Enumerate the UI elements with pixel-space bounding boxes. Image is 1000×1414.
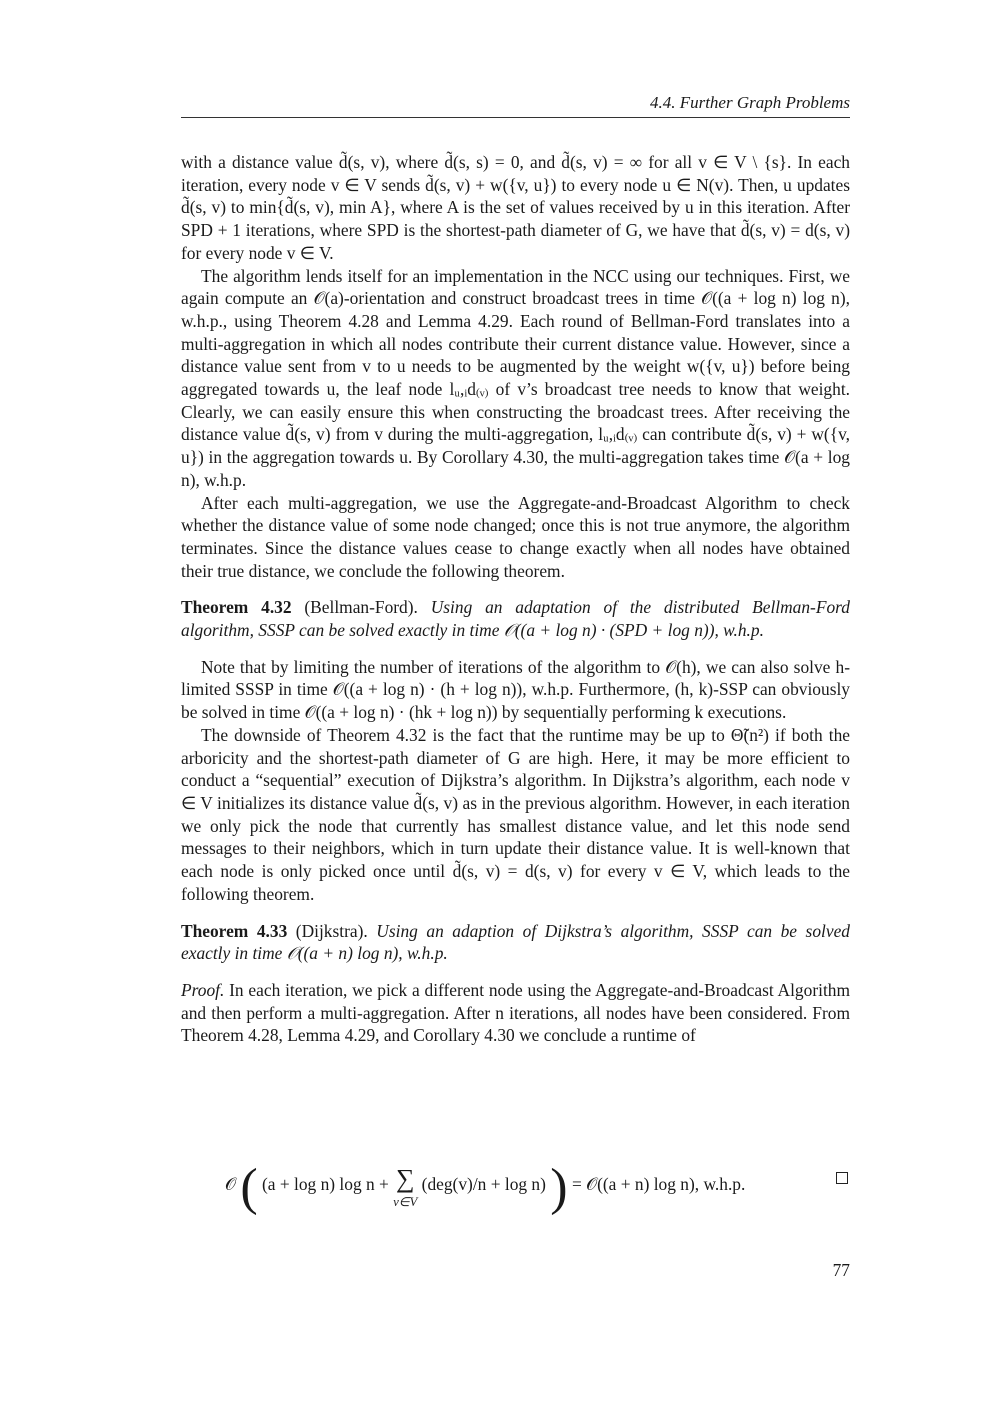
paragraph-bellman-ford-intro: with a distance value d̃(s, v), where d̃(s, s) = 0, and d̃(s, v) = ∞ for all v ∈ V \ {s}. In each iteration, every node v ∈ V sends d̃(s, v) + w({v, u}) to every node u ∈ N(v). Then, u updates d̃(s, v) to min{d̃(s, v), min A}, where A is the set of values received by u in this iteration. After SPD + 1 iterations, where SPD is the shortest-path diameter of G, we have that d̃(s, v) = d(s, v) for every node v ∈ V. (181, 152, 850, 263)
right-paren-icon: ) (550, 1159, 568, 1216)
equation-rhs: = 𝒪((a + n) log n), w.h.p. (571, 1174, 746, 1194)
proof-text: In each iteration, we pick a different node using the Aggregate-and-Broadcast Algorithm and then perform a multi-aggregation. After n iterations, all nodes have been considered. From Theorem 4.28, Lemma 4.29, and Corollary 4.30 we conclude a runtime of (181, 979, 850, 1046)
sum-index: v∈V (393, 1195, 418, 1209)
equation-body (225, 1159, 746, 1216)
theorem-statement: Using an adaption of Dijkstra’s algorithm, SSSP can be solved exactly in time 𝒪((a + n) log n), w.h.p. (181, 920, 850, 964)
running-header: 4.4. Further Graph Problems (649, 93, 850, 112)
theorem-label: Theorem 4.33 (181, 920, 288, 941)
proof-label: Proof. (181, 979, 225, 1000)
theorem-4-32 (181, 596, 850, 641)
paragraph-termination: After each multi-aggregation, we use the Aggregate-and-Broadcast Algorithm to check whether the distance value of some node changed; once this is not true anymore, the algorithm terminates. Since the distance values cease to change exactly when all nodes have obtained their true distance, we conclude the following theorem. (181, 492, 850, 581)
paragraph-ncc-implementation: The algorithm lends itself for an implementation in the NCC using our techniques. First, we again compute an 𝒪(a)-orientation and construct broadcast trees in time 𝒪((a + log n) log n), w.h.p., using Theorem 4.28 and Lemma 4.29. Each round of Bellman-Ford translates into a multi-aggregation in which all nodes contribute their current distance value. However, since a distance value sent from v to u needs to be augmented by the weight w({v, u}) before being aggregated towards u, the leaf node lᵤ,ᵢd₍ᵥ₎ of v’s broadcast tree needs to know that weight. Clearly, we can easily ensure this when constructing the broadcast trees. After receiving the distance value d̃(s, v) from v during the multi-aggregation, lᵤ,ᵢd₍ᵥ₎ can contribute d̃(s, v) + w({v, u}) in the aggregation towards u. By Corollary 4.30, the multi-aggregation takes time 𝒪(a + log n), w.h.p. (181, 265, 850, 490)
runtime-equation (181, 1152, 850, 1216)
header-rule (181, 117, 850, 118)
left-paren-icon: ( (240, 1159, 258, 1216)
equation-inner-right: (deg(v)/n + log n) (421, 1174, 546, 1194)
theorem-note: (Dijkstra). (295, 920, 368, 941)
theorem-statement: Using an adaptation of the distributed Bellman-Ford algorithm, SSSP can be solved exactly in time 𝒪((a + log n) · (SPD + log n)), w.h.p. (181, 597, 850, 641)
theorem-4-33 (181, 920, 850, 965)
page-number: 77 (832, 1260, 850, 1280)
sum-symbol: ∑ (395, 1164, 415, 1193)
theorem-label: Theorem 4.32 (181, 597, 292, 618)
body-text (181, 151, 850, 1047)
summation (393, 1166, 417, 1212)
equation-inner-left: (a + log n) log n + (262, 1174, 389, 1194)
theorem-note: (Bellman-Ford). (304, 597, 418, 618)
proof (181, 979, 850, 1047)
paragraph-dijkstra-intro: The downside of Theorem 4.32 is the fact that the runtime may be up to Θ̃(n²) if both the arboricity and the shortest-path diameter of G are high. Here, it may be more efficient to conduct a “sequential” execution of Dijkstra’s algorithm. In Dijkstra’s algorithm, each node v ∈ V initializes its distance value d̃(s, v) as in the previous algorithm. However, in each iteration we only pick the node that currently has smallest distance value, and let this node send messages to their neighbors, which in turn update their distance value. It is well-known that each node is only picked once until d̃(s, v) = d(s, v) for every v ∈ V, which leads to the following theorem. (181, 724, 850, 904)
paragraph-h-limited: Note that by limiting the number of iterations of the algorithm to 𝒪(h), we can also solve h-limited SSSP in time 𝒪((a + log n) · (h + log n)), w.h.p. Furthermore, (h, k)-SSP can obviously be solved in time 𝒪((a + log n) · (hk + log n)) by sequentially performing k executions. (181, 656, 850, 723)
qed-square-icon (836, 1172, 848, 1184)
big-o-operator: 𝒪 (225, 1174, 236, 1194)
